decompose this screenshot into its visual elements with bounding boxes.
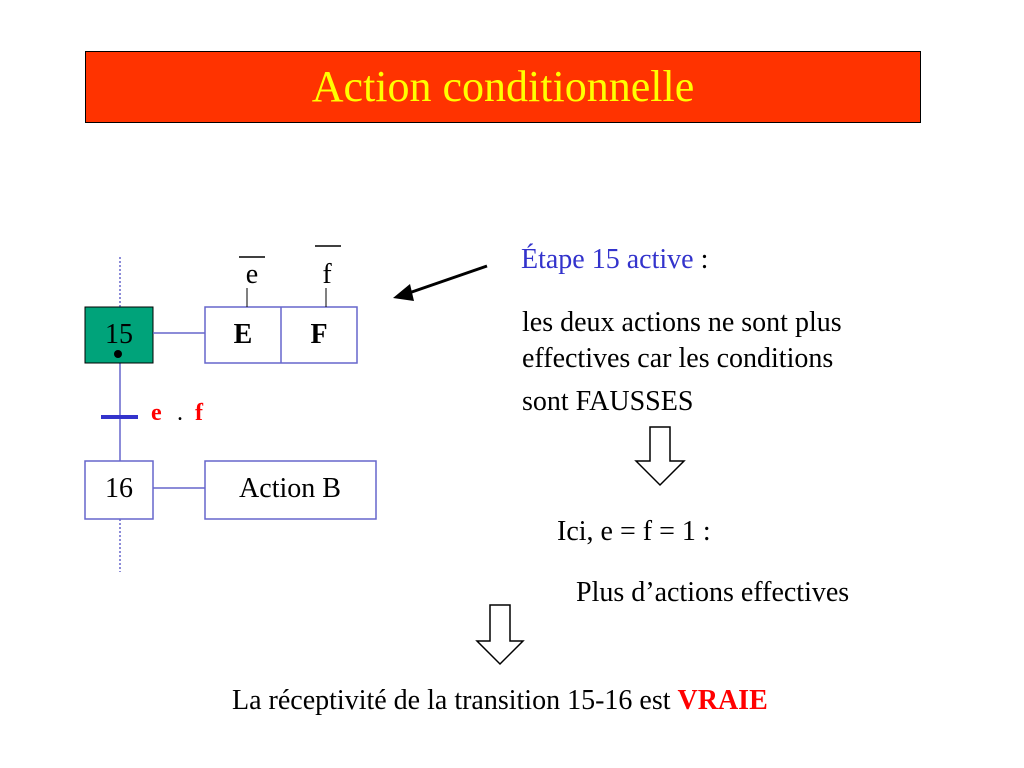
explanation-line-1: les deux actions ne sont plus xyxy=(522,307,842,338)
step-16-number: 16 xyxy=(105,473,133,504)
down-arrow-2 xyxy=(477,605,523,664)
conclusion-text: La réceptivité de la transition 15-16 est xyxy=(232,685,678,716)
explanation-heading-line xyxy=(521,243,708,277)
plus-line: Plus d’actions effectives xyxy=(576,577,850,608)
pointer-arrow-line xyxy=(406,266,487,294)
condition-f: f xyxy=(322,259,332,290)
explanation-line-3: sont FAUSSES xyxy=(522,386,694,417)
action-16-label: Action B xyxy=(239,473,341,504)
transition-dot: . xyxy=(177,400,183,426)
explanation-line-2: effectives car les conditions xyxy=(522,343,834,374)
action-e-label: E xyxy=(233,319,253,350)
transition-var-e: e xyxy=(151,400,162,426)
conclusion-highlight: VRAIE xyxy=(677,685,768,716)
condition-e: e xyxy=(245,259,259,290)
transition-var-f: f xyxy=(195,400,203,426)
slide-title: Action conditionnelle xyxy=(311,62,695,111)
step-15-number: 15 xyxy=(105,319,133,350)
action-f-label: F xyxy=(310,319,328,350)
ici-line: Ici, e = f = 1 : xyxy=(557,516,711,547)
explanation-heading: Étape 15 active xyxy=(521,244,694,275)
conclusion-line xyxy=(232,684,768,718)
pointer-arrow-head xyxy=(393,284,414,301)
active-token xyxy=(114,350,122,358)
explanation-heading-suffix: : xyxy=(693,244,709,275)
down-arrow-1 xyxy=(636,427,684,485)
